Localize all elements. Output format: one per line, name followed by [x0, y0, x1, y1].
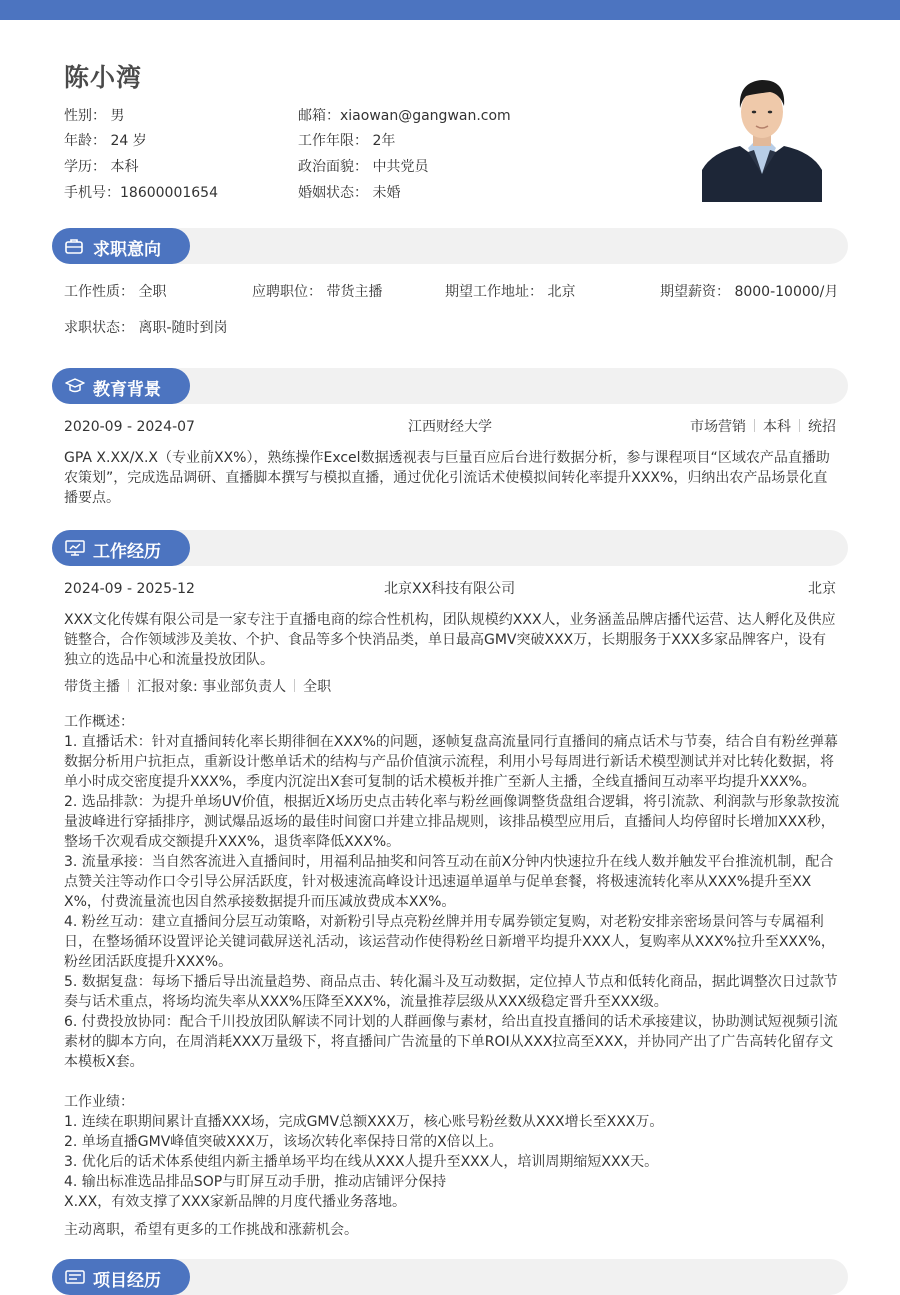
result-item: 1. 连续在职期间累计直播XXX场，完成GMV总额XXX万，核心账号粉丝数从XXX增长至XXX万。	[64, 1114, 664, 1130]
duty-item: 4. 粉丝互动：建立直播间分层互动策略，对新粉引导点亮粉丝牌并用专属券锁定复购，对老粉安排亲密场景问答与专属福利日，在整场循环设置评论关键词截屏送礼活动，该运营动作使得粉丝日新增平均提升XXX人，复购率从XXX%拉升至XXX%，粉丝团活跃度提升XXX%。	[64, 914, 835, 970]
gender-field: 性别： 男	[64, 108, 125, 124]
politics-field: 政治面貌： 中共党员	[298, 159, 429, 175]
education-date: 2020-09 - 2024-07	[64, 419, 195, 435]
result-item: 3. 优化后的话术体系使组内新主播单场平均在线从XXX人提升至XXX人，培训周期缩短XXX天。	[64, 1154, 659, 1170]
education-degree: 本科	[763, 419, 791, 435]
section-title: 项目经历	[93, 1271, 161, 1291]
spacer	[64, 1072, 840, 1092]
section-header-education	[52, 368, 848, 404]
leave-reason: 主动离职，希望有更多的工作挑战和涨薪机会。	[64, 1222, 358, 1238]
result-item: 2. 单场直播GMV峰值突破XXX万，该场次转化率保持日常的X倍以上。	[64, 1134, 503, 1150]
presentation-icon	[65, 540, 85, 556]
education-type: 统招	[808, 419, 836, 435]
section-title: 求职意向	[93, 240, 161, 260]
education-major: 市场营销	[690, 419, 746, 435]
education-field: 学历： 本科	[64, 159, 139, 175]
profile-photo	[702, 70, 822, 202]
intent-position: 应聘职位： 带货主播	[252, 284, 383, 300]
education-description: GPA X.XX/X.X（专业前XX%），熟练操作Excel数据透视表与巨量百应后台进行数据分析，参与课程项目“区域农产品直播助农策划”，完成选品调研、直播脚本撰写与模拟直播，通过优化引流话术使模拟间转化率提升XXX%，归纳出农产品场景化直播要点。	[64, 450, 830, 506]
years-field: 工作年限： 2年	[298, 133, 396, 149]
intent-salary: 期望薪资： 8000-10000/月	[660, 284, 839, 300]
work-tags	[64, 677, 331, 697]
duty-item: 6. 付费投放协同：配合千川投放团队解读不同计划的人群画像与素材，给出直投直播间的话术承接建议，协助测试短视频引流素材的脚本方向，在周消耗XXX万量级下，将直播间广告流量的下单ROI从XXX拉高至XXX，并协同产出了广告高转化留存文本模板X套。	[64, 1014, 838, 1070]
section-title: 教育背景	[93, 380, 161, 400]
section-header-project	[52, 1259, 848, 1295]
education-meta	[690, 417, 836, 437]
work-city: 北京	[808, 581, 836, 597]
divider	[294, 679, 295, 692]
intent-status: 求职状态： 离职-随时到岗	[64, 320, 228, 336]
work-date: 2024-09 - 2025-12	[64, 581, 195, 597]
duty-item: 1. 直播话术：针对直播间转化率长期徘徊在XXX%的问题，逐帧复盘高流量同行直播间的痛点话术与节奏，结合自有粉丝弹幕数据分析用户抗拒点，重新设计憋单话术的结构与产品价值演示流程，利用小号每周进行新话术模型测试并对比转化数据，将单小时成交密度提升XXX%，季度内沉淀出X套可复制的话术模板并推广至新人主播，全线直播间互动率平均提升XXX%。	[64, 734, 838, 790]
age-field: 年龄： 24 岁	[64, 133, 147, 149]
section-header-work	[52, 530, 848, 566]
education-school: 江西财经大学	[408, 419, 492, 435]
candidate-name: 陈小湾	[64, 63, 143, 92]
spacer	[64, 1212, 840, 1220]
section-header-intent	[52, 228, 848, 264]
divider	[754, 419, 755, 432]
intent-location: 期望工作地址： 北京	[445, 284, 576, 300]
result-item: 4. 输出标准选品排品SOP与盯屏互动手册，推动店铺评分保持 X.XX，有效支撑了XXX家新品牌的月度代播业务落地。	[64, 1174, 447, 1210]
section-title: 工作经历	[93, 542, 161, 562]
company-description: XXX文化传媒有限公司是一家专注于直播电商的综合性机构，团队规模约XXX人，业务涵盖品牌店播代运营、达人孵化及供应链整合，合作领域涉及美妆、个护、食品等多个快消品类，单日最高GMV突破XXX万，长期服务于XXX多家品牌客户，设有独立的选品中心和流量投放团队。	[64, 612, 836, 668]
work-jobtype: 全职	[303, 679, 332, 695]
section-tab	[52, 530, 190, 566]
divider	[799, 419, 800, 432]
email-field: 邮箱：xiaowan@gangwan.com	[298, 108, 511, 124]
duty-item: 2. 选品排款：为提升单场UV价值，根据近X场历史点击转化率与粉丝画像调整货盘组合逻辑，将引流款、利润款与形象款按流量波峰进行穿插排序，测试爆品返场的最佳时间窗口并建立排品规则，该排品模型应用后，直播间人均停留时长增加XXX秒，整场千次观看成交额提升XXX%，退货率降低XXX%。	[64, 794, 840, 850]
marital-field: 婚姻状态： 未婚	[298, 185, 401, 201]
work-report: 汇报对象: 事业部负责人	[137, 679, 287, 695]
briefcase-icon	[65, 238, 83, 254]
results-label: 工作业绩：	[64, 1094, 134, 1110]
work-details	[64, 712, 840, 1240]
overview-label: 工作概述：	[64, 714, 134, 730]
work-company: 北京XX科技有限公司	[384, 581, 516, 597]
intent-nature: 工作性质： 全职	[64, 284, 167, 300]
phone-field: 手机号：18600001654	[64, 185, 218, 201]
section-tab	[52, 228, 190, 264]
duty-item: 3. 流量承接：当自然客流进入直播间时，用福利品抽奖和问答互动在前X分钟内快速拉升在线人数并触发平台推流机制，配合点赞关注等动作口令引导公屏活跃度，针对极速流高峰设计迅速逼单逼单与促单套餐，将极速流转化率从XXX%提升至XXX%，付费流量流也因自然承接数据提升而压减放费成本XX%。	[64, 854, 834, 910]
section-tab	[52, 1259, 190, 1295]
project-icon	[65, 1269, 85, 1285]
graduation-cap-icon	[65, 378, 85, 394]
section-tab	[52, 368, 190, 404]
divider	[128, 679, 129, 692]
work-role: 带货主播	[64, 679, 120, 695]
duty-item: 5. 数据复盘：每场下播后导出流量趋势、商品点击、转化漏斗及互动数据，定位掉人节点和低转化商品，据此调整次日过款节奏与话术重点，将场均流失率从XXX%压降至XXX%，流量推荐层级从XXX级稳定晋升至XXX级。	[64, 974, 838, 1010]
top-accent-bar	[0, 0, 900, 20]
